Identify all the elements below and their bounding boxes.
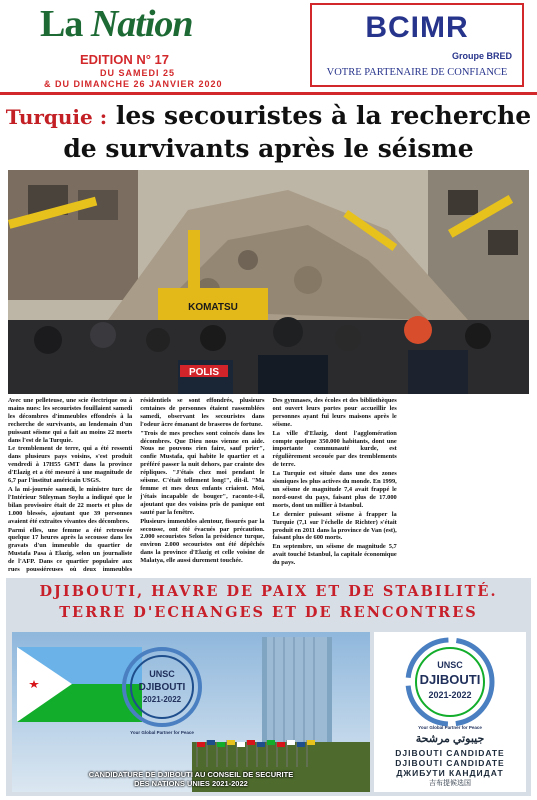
article-paragraph: Le dernier puissant séisme à frapper la Turquie (7,1 sur l'échelle de Richter) s'était produit en 2011 dans la province de Van (est), faisant plus de 600 morts. — [272, 510, 397, 542]
headline-kicker: Turquie : — [5, 105, 108, 129]
article-paragraph: La Turquie est située dans une des zones sismiques les plus actives du monde. En 1999, un séisme de magnitude 7,4 avait frappé le nord-ouest du pays, faisant plus de 17.000 morts, dont un millier à Istanbul. — [272, 470, 397, 509]
article-paragraph: Parmi elles, une femme a été retrouvée quelque 17 heures après la secousse dans les gravats d'un immeuble du quartier de Mustafa Pasa à Elazig, selon un journaliste de l'AFP. Dans ce quartier populaire aux rues poussiéreuses où deux immeubles résidentiels se sont effondrés, plusieurs centaines de personnes étaient rassemblées samedi, observant les secouristes dans l'odeur âcre émanant de braseros de fortune. — [8, 397, 265, 574]
edition-number: EDITION N° 17 — [80, 52, 169, 67]
logo-la: La — [40, 3, 83, 45]
article-paragraph: Des gymnases, des écoles et des bibliothèques ont ouvert leurs portes pour accueillir les personnes ayant fui leurs maisons après le séisme. — [272, 397, 397, 428]
masthead — [0, 0, 537, 96]
chinese-candidate: 吉布提候选国 — [429, 780, 471, 787]
article-paragraph: Avec une pelleteuse, une scie électrique ou à mains nues: les secouristes fouillaient samedi les décombres d'immeubles effondrés à la recherche de survivants, au lendemain d'un puissant séisme qui a fait au moins 22 morts dans l'est de la Turquie. — [8, 397, 133, 444]
date-line-2: & DU DIMANCHE 26 JANVIER 2020 — [44, 79, 223, 89]
article-paragraph: Le tremblement de terre, qui a été ressenti dans plusieurs pays voisins, s'est produit vendredi à 17H55 GMT dans la province d'Elazig et a été mesuré à une magnitude de 6,7 par l'institut américain USGS. — [8, 445, 133, 485]
headline-line-1 — [0, 100, 537, 133]
article-paragraph: A la mi-journée samedi, le ministre turc de l'Intérieur Süleyman Soylu a indiqué que le bilan provisoire était de 22 morts et plus de 1.000 blessés, ajoutant que 39 personnes avaient été extraites vivantes des décombres. — [8, 485, 133, 525]
newspaper-logo[interactable] — [40, 4, 193, 44]
bcimr-group: Groupe BRED — [451, 51, 512, 61]
logo-motto-text: Your Global Partner for Peace — [130, 730, 194, 735]
large-logo-unsc: UNSC — [437, 660, 463, 670]
candidate-line: DJIBOUTI CANDIDATE — [395, 748, 505, 758]
article-paragraph: "Trois de mes proches sont coincés dans les décombres. Que Dieu nous vienne en aide. Nous ne pouvons rien faire, sauf prier", confie Mustafa, qui habite le quartier et a préféré passer la nuit dehors, par crainte des répliques. "J'étais chez moi pendant le séisme. C'était tellement long!", dit-il. "Ma femme et mes deux enfants criaient. Moi, j'étais incapable de bouger", raconte-t-il, ajoutant que des voisins pris de panique ont sauté par la fenêtre. — [140, 429, 265, 516]
logo-unsc-text: UNSC — [149, 669, 175, 679]
large-logo-motto: Your Global Partner for Peace — [418, 725, 482, 730]
large-logo-country: DJIBOUTI — [419, 672, 481, 687]
article-paragraph: Plusieurs immeubles alentour, fissurés par la secousse, ont été évacués par précaution. 2.000 secouristes Selon la présidence turque, environ 2.000 secouristes ont été dépêchés dans la province d'Elazig et celle voisine de Malatya, elle aussi durement touchée. — [140, 517, 265, 565]
headline — [0, 100, 537, 165]
caption-line-1: CANDIDATURE DE DJIBOUTI AU CONSEIL DE SECURITE — [88, 770, 294, 779]
candidate-line: DJIBOUTI CANDIDATE — [395, 758, 505, 768]
date-line-1: DU SAMEDI 25 — [100, 68, 176, 78]
candidate-panel — [374, 632, 526, 792]
headline-line-2: de survivants après le séisme — [63, 134, 474, 163]
komatsu-label: KOMATSU — [188, 302, 238, 313]
masthead-divider — [0, 92, 537, 95]
candidate-lines — [374, 748, 526, 778]
advert-title-line-1: DJIBOUTI, HAVRE DE PAIX ET DE STABILITÉ. — [39, 583, 498, 600]
large-logo-years: 2021-2022 — [428, 690, 472, 700]
advert-caption — [12, 770, 370, 788]
logo-country-text: DJIBOUTI — [138, 682, 186, 693]
bcimr-advert[interactable] — [310, 3, 524, 87]
article-body — [8, 397, 529, 577]
advert-title-line-2: TERRE D'ECHANGES ET DE RENCONTRES — [59, 604, 478, 621]
caption-line-2: DES NATIONS UNIES 2021-2022 — [134, 779, 248, 788]
unsc-logo-large — [374, 632, 526, 732]
bcimr-tagline: VOTRE PARTENAIRE DE CONFIANCE — [326, 67, 508, 78]
article-paragraph: La ville d'Elazig, dont l'agglomération compte quelque 350.000 habitants, dont une importante communauté kurde, est régulièrement secouée par des tremblements de terre. — [272, 429, 397, 469]
arabic-candidate: جيبوتي مرشحة — [415, 733, 485, 745]
logo-nation: Nation — [90, 3, 193, 45]
un-headquarters-image — [12, 632, 370, 792]
rescue-scene-illustration — [8, 170, 529, 394]
polis-label: POLIS — [188, 367, 220, 378]
logo-years-text: 2021-2022 — [142, 695, 182, 704]
djibouti-advert[interactable] — [6, 578, 531, 796]
article-paragraph: En septembre, un séisme de magnitude 5,7 avait touché Istanbul, la capitale économique du pays. — [272, 543, 397, 567]
bcimr-brand: BCIMR — [365, 11, 469, 44]
headline-text-1: les secouristes à la recherche — [115, 101, 532, 130]
candidate-line: ДЖИБУТИ КАНДИДАТ — [396, 768, 504, 778]
un-building-illustration — [12, 632, 370, 792]
earthquake-photo — [8, 170, 529, 394]
